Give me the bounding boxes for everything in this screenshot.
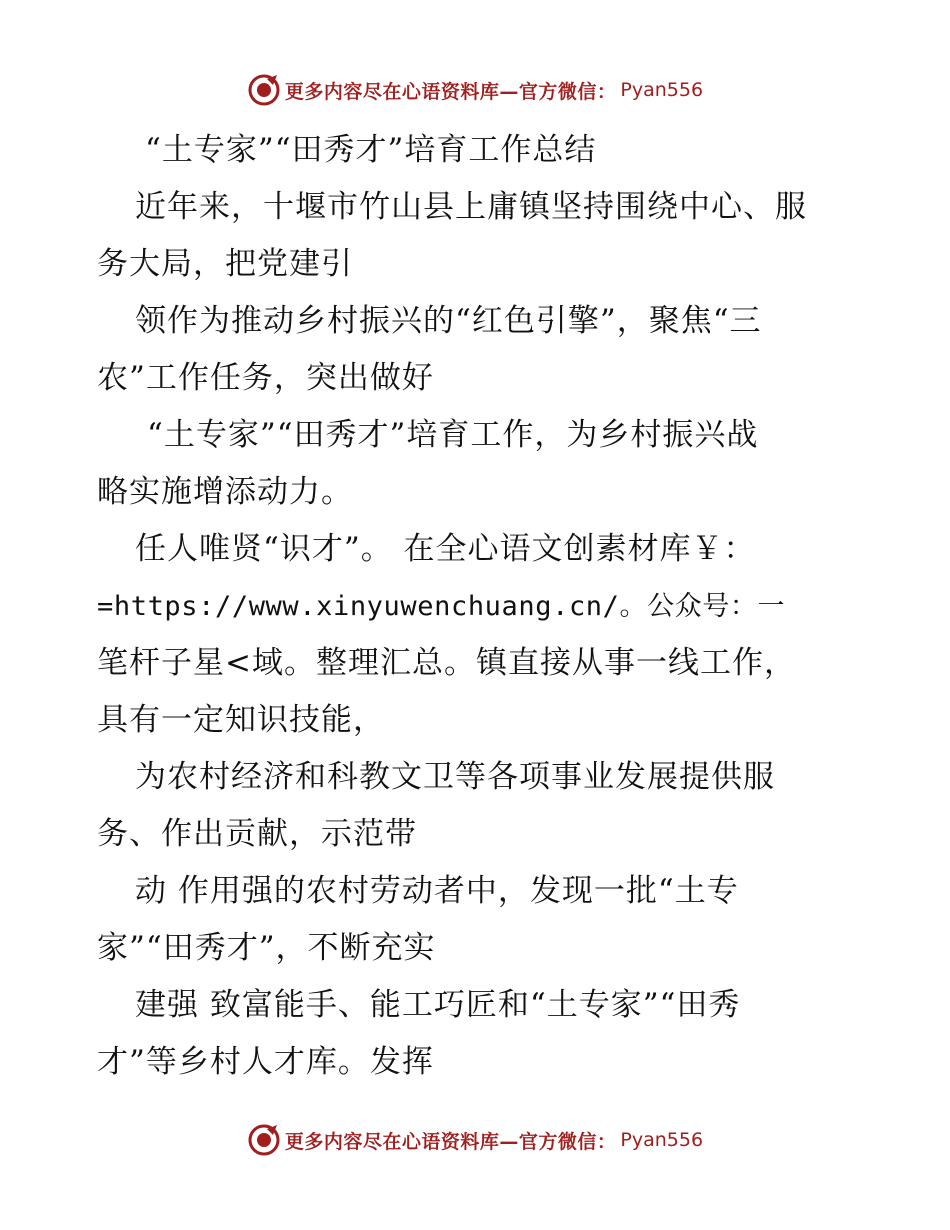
paragraph-line: 动 作用强的农村劳动者中，发现一批“土专 [135,873,739,909]
paragraph-line: 领作为推动乡村振兴的“红色引擎”，聚焦“三 [135,303,762,339]
document-title: “土专家”“田秀才”培育工作总结 [145,132,597,168]
paragraph-line: “土专家”“田秀才”培育工作，为乡村振兴战 [147,417,759,453]
paragraph-line: 务、作出贡献，示范带 [97,816,417,852]
banner-wechat-id: Pyan556 [620,79,704,101]
paragraph-line: 任人唯贤“识才”。 在全心语文创素材库￥： [135,531,756,567]
paragraph-line: 笔杆子星<域。整理汇总。镇直接从事一线工作， [97,645,796,681]
paragraph-line: 才”等乡村人才库。发挥 [97,1044,434,1080]
banner-text: 更多内容尽在心语资料库—官方微信： [284,80,617,103]
url-line: =https://www.xinyuwenchuang.cn/。公众号：一 [97,591,786,622]
paragraph-line: 略实施增添动力。 [97,474,353,510]
banner-wechat-id: Pyan556 [620,1129,704,1151]
paragraph-line: 为农村经济和科教文卫等各项事业发展提供服 [135,759,775,795]
document-body [97,122,857,1091]
paragraph-line: 具有一定知识技能， [97,702,385,738]
footer-watermark-banner [0,1120,950,1160]
logo-icon [247,1123,281,1157]
header-watermark-banner [0,70,950,110]
banner-text: 更多内容尽在心语资料库—官方微信： [284,1130,617,1153]
paragraph-line: 务大局，把党建引 [97,246,353,282]
paragraph-line: 农”工作任务，突出做好 [97,360,434,396]
paragraph-line: 家”“田秀才”，不断充实 [97,930,436,966]
paragraph-line: 近年来，十堰市竹山县上庸镇坚持围绕中心、服 [135,189,807,225]
paragraph-line: 建强 致富能手、能工巧匠和“土专家”“田秀 [135,987,741,1023]
logo-icon [247,73,281,107]
